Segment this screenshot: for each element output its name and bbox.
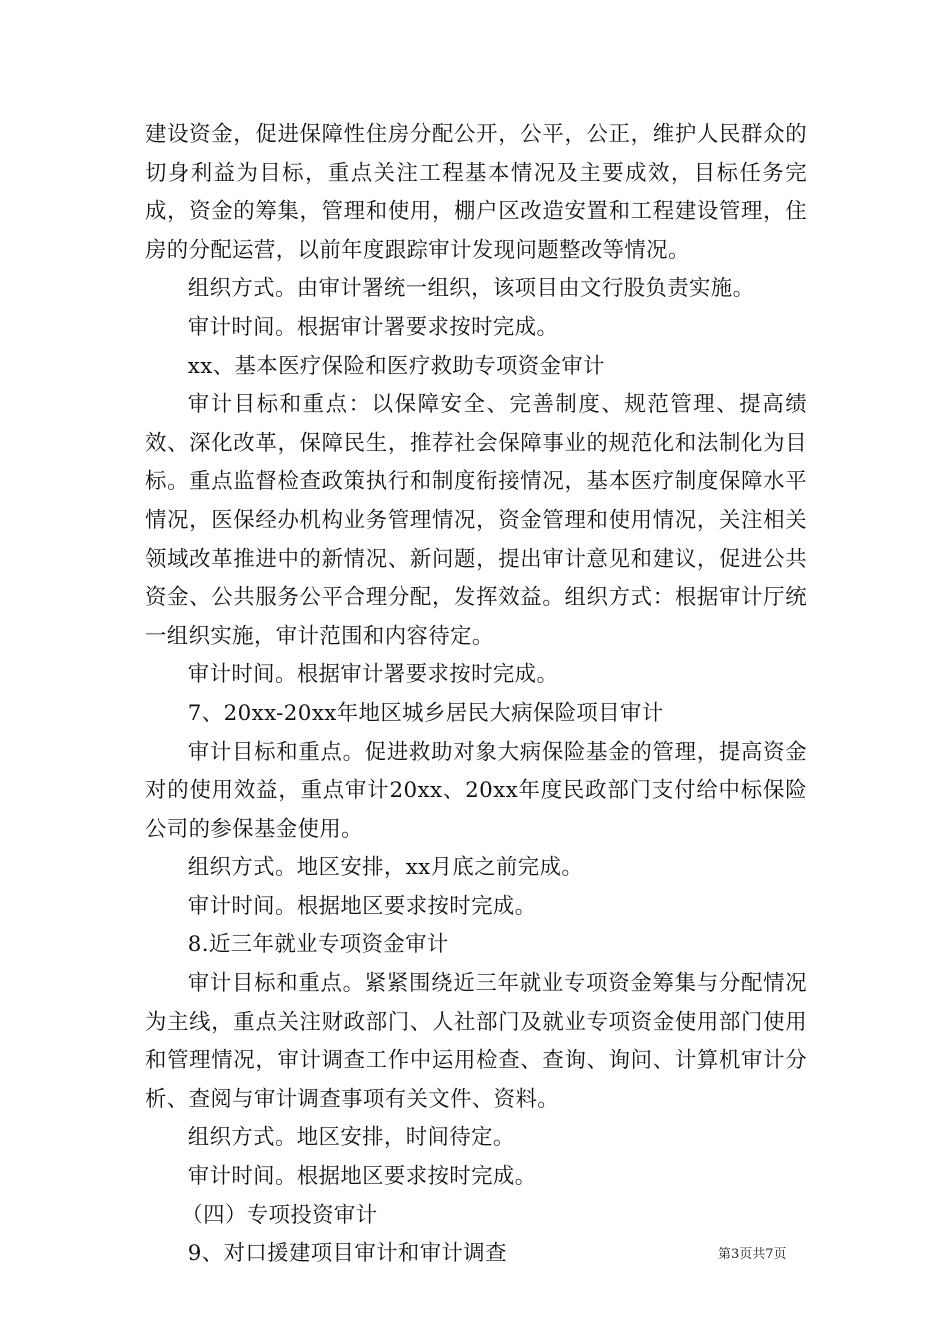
document-body	[145, 116, 807, 1274]
section-heading-special-investment: （四）专项投资审计	[181, 1202, 378, 1228]
paragraph-medical-audit-goals: 审计目标和重点：以保障安全、完善制度、规范管理、提高绩效、深化改革，保障民生，推荐社会保障事业的规范化和法制化为目标。重点监督检查政策执行和制度衔接情况，基本医疗制度保障水平情况，医保经办机构业务管理情况，资金管理和使用情况，关注相关领域改革推进中的新情况、新问题，提出审计意见和建议，促进公共资金、公共服务公平合理分配，发挥效益。组织方式：根据审计厅统一组织实施，审计范围和内容待定。	[145, 392, 807, 649]
paragraph-organization-method-2: 组织方式。地区安排，xx月底之前完成。	[187, 855, 584, 881]
paragraph-illness-audit-goals: 审计目标和重点。促进救助对象大病保险基金的管理，提高资金对的使用效益，重点审计20xx、20xx年度民政部门支付给中标保险公司的参保基金使用。	[145, 739, 807, 842]
paragraph-housing-fund-continued: 建设资金，促进保障性住房分配公开，公平，公正，维护人民群众的切身利益为目标，重点关注工程基本情况及主要成效，目标任务完成，资金的筹集，管理和使用，棚户区改造安置和工程建设管理，住房的分配运营，以前年度跟踪审计发现问题整改等情况。	[145, 122, 807, 263]
page-number-footer: 第3页共7页	[718, 1247, 787, 1262]
paragraph-employment-audit-goals: 审计目标和重点。紧紧围绕近三年就业专项资金筹集与分配情况为主线，重点关注财政部门、人社部门及就业专项资金使用部门使用和管理情况，审计调查工作中运用检查、查询、询问、计算机审计分析、查阅与审计调查事项有关文件、资料。	[145, 971, 807, 1112]
paragraph-organization-method-3: 组织方式。地区安排，时间待定。	[187, 1125, 515, 1151]
section-heading-employment-fund: 8.近三年就业专项资金审计	[187, 932, 449, 958]
section-heading-aid-construction: 9、对口援建项目审计和审计调查	[187, 1241, 507, 1267]
paragraph-audit-time-2: 审计时间。根据审计署要求按时完成。	[187, 662, 559, 688]
paragraph-audit-time-1: 审计时间。根据审计署要求按时完成。	[187, 314, 559, 340]
paragraph-audit-time-3: 审计时间。根据地区要求按时完成。	[187, 893, 537, 919]
section-heading-serious-illness-insurance: 7、20xx-20xx年地区城乡居民大病保险项目审计	[187, 700, 664, 726]
section-heading-medical-insurance: xx、基本医疗保险和医疗救助专项资金审计	[187, 353, 605, 379]
paragraph-organization-method-1: 组织方式。由审计署统一组织，该项目由文行股负责实施。	[187, 276, 755, 302]
paragraph-audit-time-4: 审计时间。根据地区要求按时完成。	[187, 1164, 537, 1190]
